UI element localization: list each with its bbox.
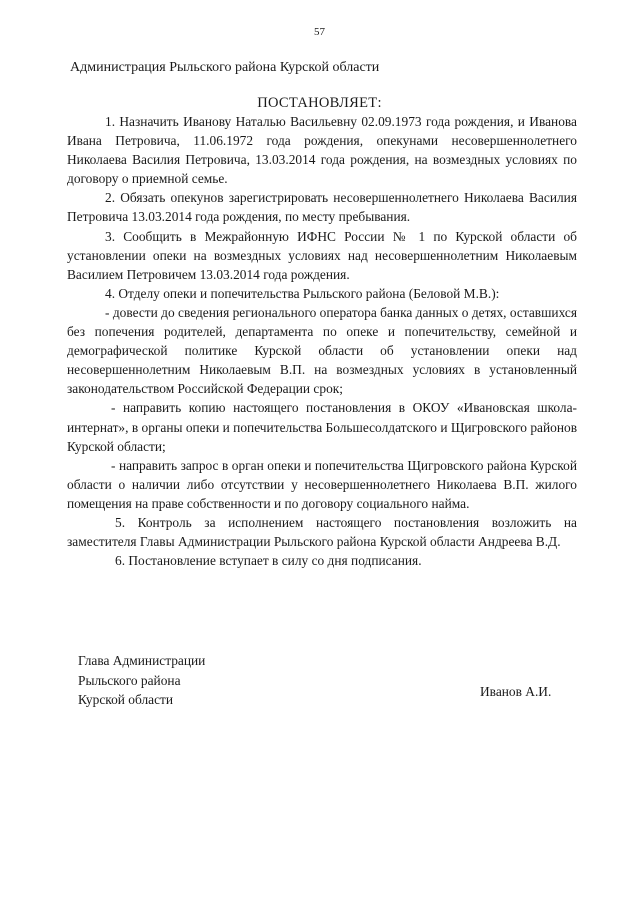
signature-title-block <box>78 651 205 710</box>
decree-heading: ПОСТАНОВЛЯЕТ: <box>257 95 382 111</box>
clause-4: 4. Отделу опеки и попечительства Рыльского района (Беловой М.В.): <box>105 285 500 301</box>
signature-title-line: Глава Администрации <box>78 653 206 668</box>
signer-name: Иванов А.И. <box>480 684 552 699</box>
clause-6: 6. Постановление вступает в силу со дня подписания. <box>115 553 422 569</box>
clause-4-item-3: - направить запрос в орган опеки и попечительства Щигровского района Курской области о наличии либо отсутствии у несовершеннолетнего Николаева В.П. жилого помещения на праве собственности и по договору социального найма. <box>67 457 577 511</box>
clause-1: 1. Назначить Иванову Наталью Васильевну 02.09.1973 года рождения, и Иванова Ивана Петровича, 11.06.1972 года рождения, опекунами несовершеннолетнего Николаева Василия Петровича, 13.03.2014 года рождения, на возмездных условиях по договору о приемной семье. <box>67 114 577 187</box>
clause-2: 2. Обязать опекунов зарегистрировать несовершеннолетнего Николаева Василия Петровича 13.03.2014 года рождения, по месту пребывания. <box>67 190 577 225</box>
clause-5: 5. Контроль за исполнением настоящего постановления возложить на заместителя Главы Администрации Рыльского района Курской области Андреева В.Д. <box>67 514 577 550</box>
clause-4-item-2: - направить копию настоящего постановления в ОКОУ «Ивановская школа-интернат», в органы опеки и попечительства Большесолдатского и Щигровского районов Курской области; <box>67 400 578 454</box>
clause-3: 3. Сообщить в Межрайонную ИФНС России № 1 по Курской области об установлении опеки на возмездных условиях над несовершеннолетним Николаевым Василием Петровичем 13.03.2014 года рождения. <box>67 228 577 282</box>
page-number: 57 <box>314 26 325 38</box>
clause-4-item-1: - довести до сведения регионального оператора банка данных о детях, оставшихся без попечения родителей, департамента по опеке и попечительству, семейной и демографической политике Курской области об установлении опеки над несовершеннолетним Николаевым В.П. на возмездных условиях в установленный законодательством Российской Федерации срок; <box>67 304 577 397</box>
signature-title-line: Рыльского района <box>78 672 181 688</box>
organization-name: Администрация Рыльского района Курской области <box>70 60 380 75</box>
decree-body <box>67 112 577 570</box>
signature-title-line: Курской области <box>78 692 174 707</box>
